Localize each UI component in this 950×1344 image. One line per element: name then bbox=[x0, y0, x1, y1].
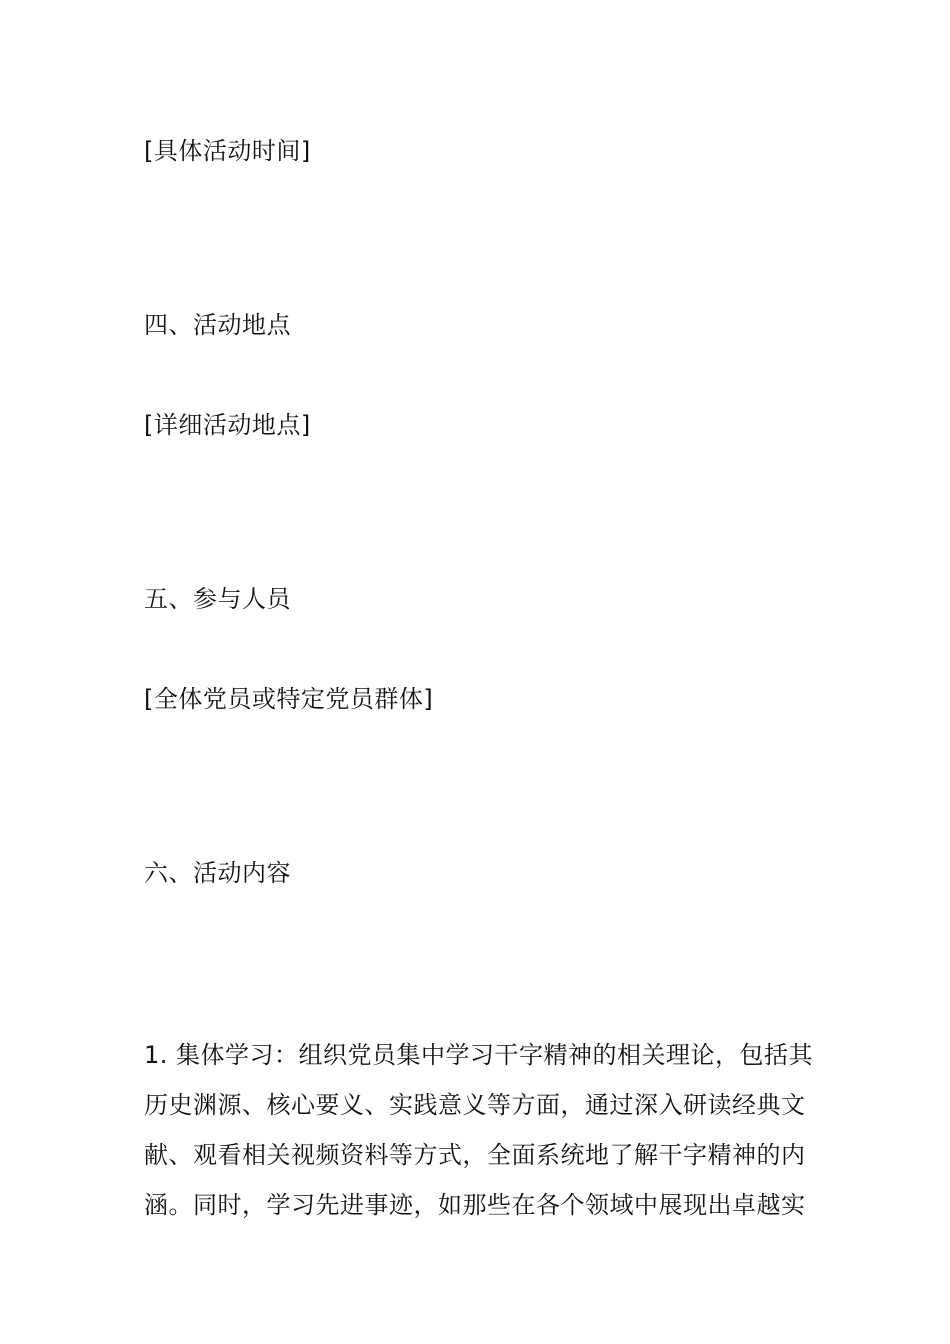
section-heading-content: 六、活动内容 bbox=[144, 859, 291, 887]
paragraph-line: 历史渊源、核心要义、实践意义等方面，通过深入研读经典文 bbox=[144, 1091, 806, 1119]
section-heading-participants: 五、参与人员 bbox=[144, 585, 291, 613]
activity-location-placeholder: [详细活动地点] bbox=[144, 411, 311, 439]
section-heading-location: 四、活动地点 bbox=[144, 311, 291, 339]
activity-time-placeholder: [具体活动时间] bbox=[144, 137, 311, 165]
content-paragraph bbox=[144, 1030, 814, 1230]
paragraph-line: 1. 集体学习：组织党员集中学习干字精神的相关理论，包括其 bbox=[144, 1041, 814, 1069]
participants-placeholder: [全体党员或特定党员群体] bbox=[144, 685, 434, 713]
paragraph-line: 涵。同时，学习先进事迹，如那些在各个领域中展现出卓越实 bbox=[144, 1191, 806, 1219]
paragraph-line: 献、观看相关视频资料等方式，全面系统地了解干字精神的内 bbox=[144, 1141, 806, 1169]
